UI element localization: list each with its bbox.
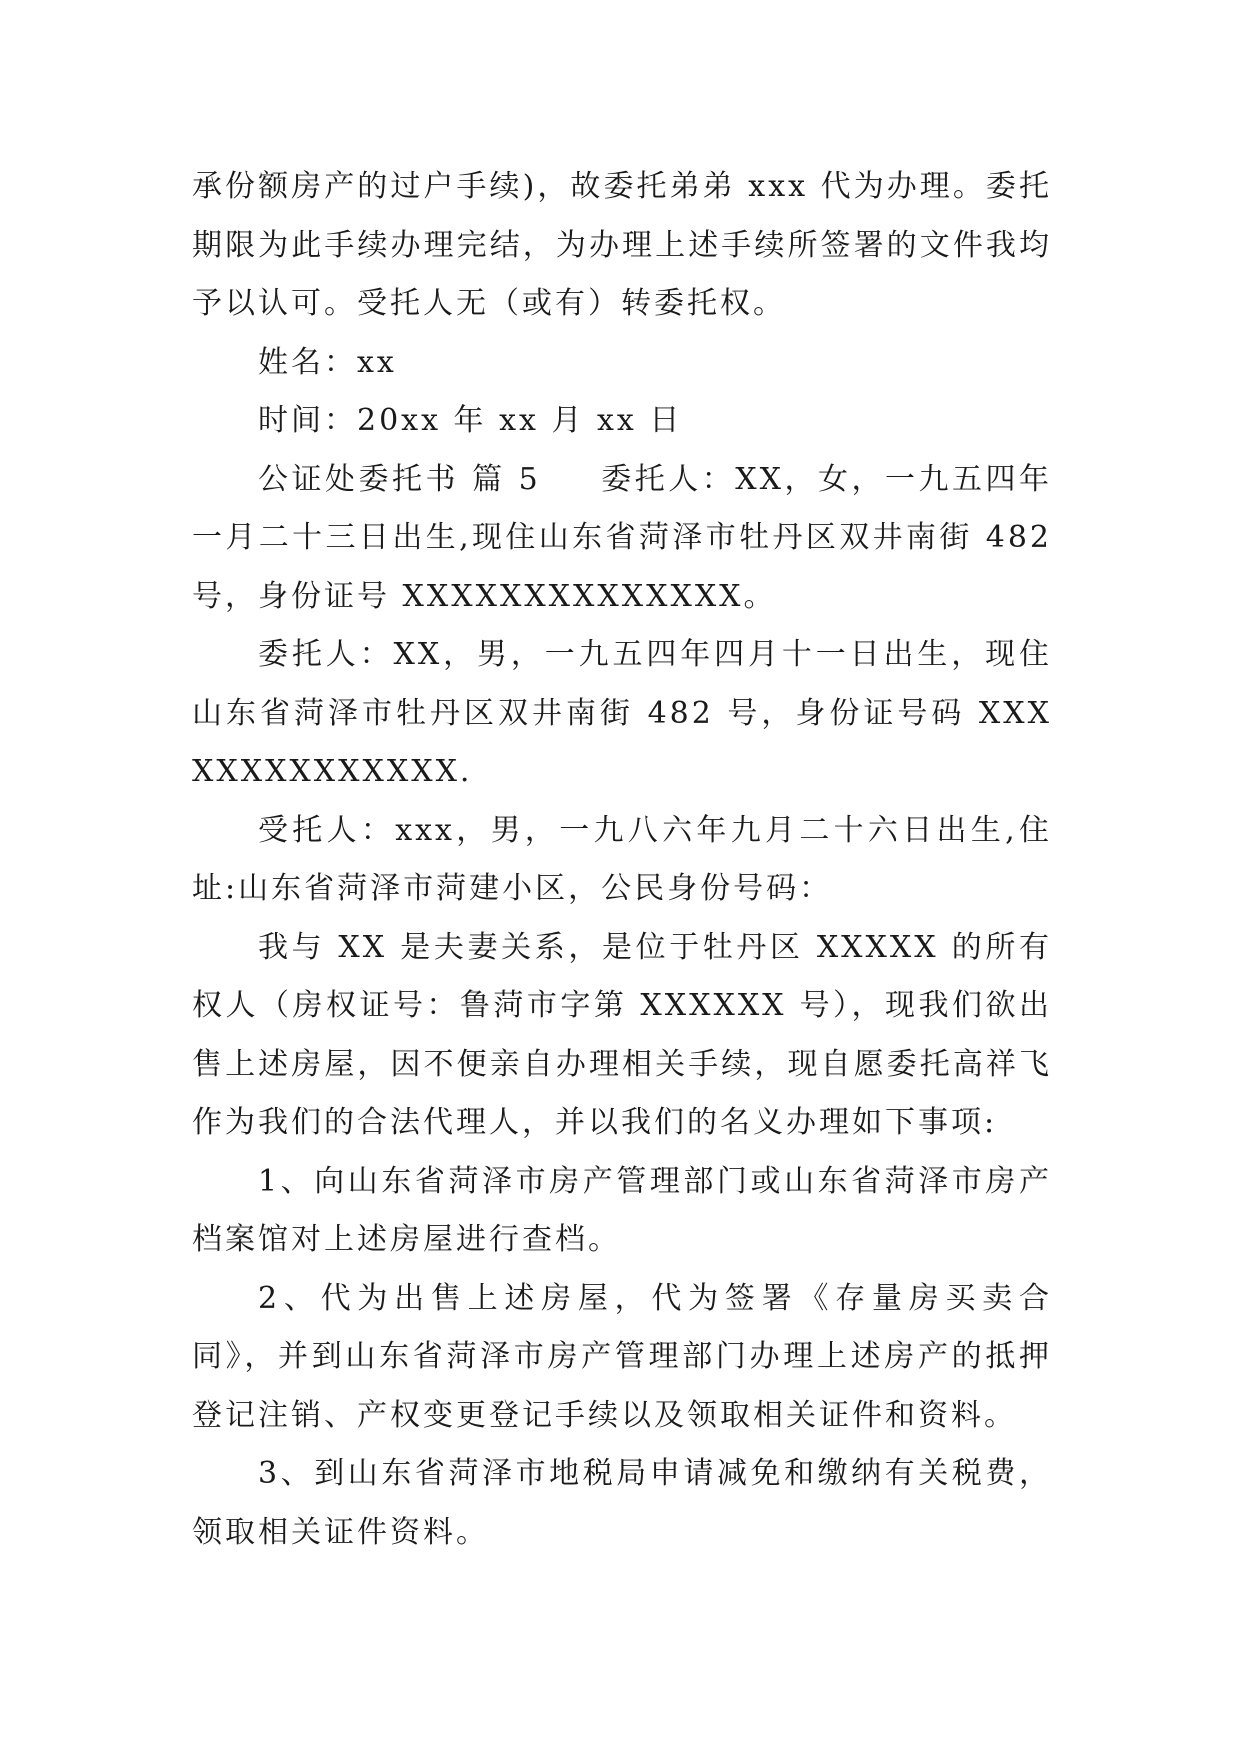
section-heading: 公证处委托书 篇 5 [258, 461, 541, 497]
paragraph-item-3: 3、到山东省菏泽市地税局申请减免和缴纳有关税费，领取相关证件资料。 [192, 1456, 1052, 1550]
paragraph-relationship: 我与 XX 是夫妻关系，是位于牡丹区 XXXXX 的所有权人（房权证号：鲁菏市字第 XXXXXX 号），现我们欲出售上述房屋，因不便亲自办理相关手续，现自愿委托高祥飞作为我们的合法代理人，并以我们的名义办理如下事项: [192, 929, 1052, 1140]
paragraph-agent: 受托人：xxx，男，一九八六年九月二十六日出生,住址:山东省菏泽市菏建小区，公民身份号码： [192, 812, 1052, 906]
principal-1-info: 委托人：XX，女，一九五四年一月二十三日出生,现住山东省菏泽市牡丹区双井南街 482 号，身份证号 XXXXXXXXXXXXXX。 [192, 461, 1052, 614]
document-body [192, 158, 1052, 1562]
paragraph-date: 时间：20xx 年 xx 月 xx 日 [258, 403, 683, 438]
paragraph-delegation-terms: 承份额房产的过户手续)，故委托弟弟 xxx 代为办理。委托期限为此手续办理完结，为办理上述手续所签署的文件我均予以认可。受托人无（或有）转委托权。 [192, 169, 1052, 321]
paragraph-section-5 [192, 451, 1052, 627]
paragraph-item-1: 1、向山东省菏泽市房产管理部门或山东省菏泽市房产档案馆对上述房屋进行查档。 [192, 1163, 1052, 1257]
paragraph-name: 姓名：xx [258, 344, 397, 380]
paragraph-item-2: 2、代为出售上述房屋，代为签署《存量房买卖合同》，并到山东省菏泽市房产管理部门办理上述房产的抵押登记注销、产权变更登记手续以及领取相关证件和资料。 [192, 1280, 1052, 1433]
paragraph-principal-2: 委托人：XX，男，一九五四年四月十一日出生，现住山东省菏泽市牡丹区双井南街 482 号，身份证号码 XXXXXXXXXXXXXX. [192, 637, 1052, 789]
